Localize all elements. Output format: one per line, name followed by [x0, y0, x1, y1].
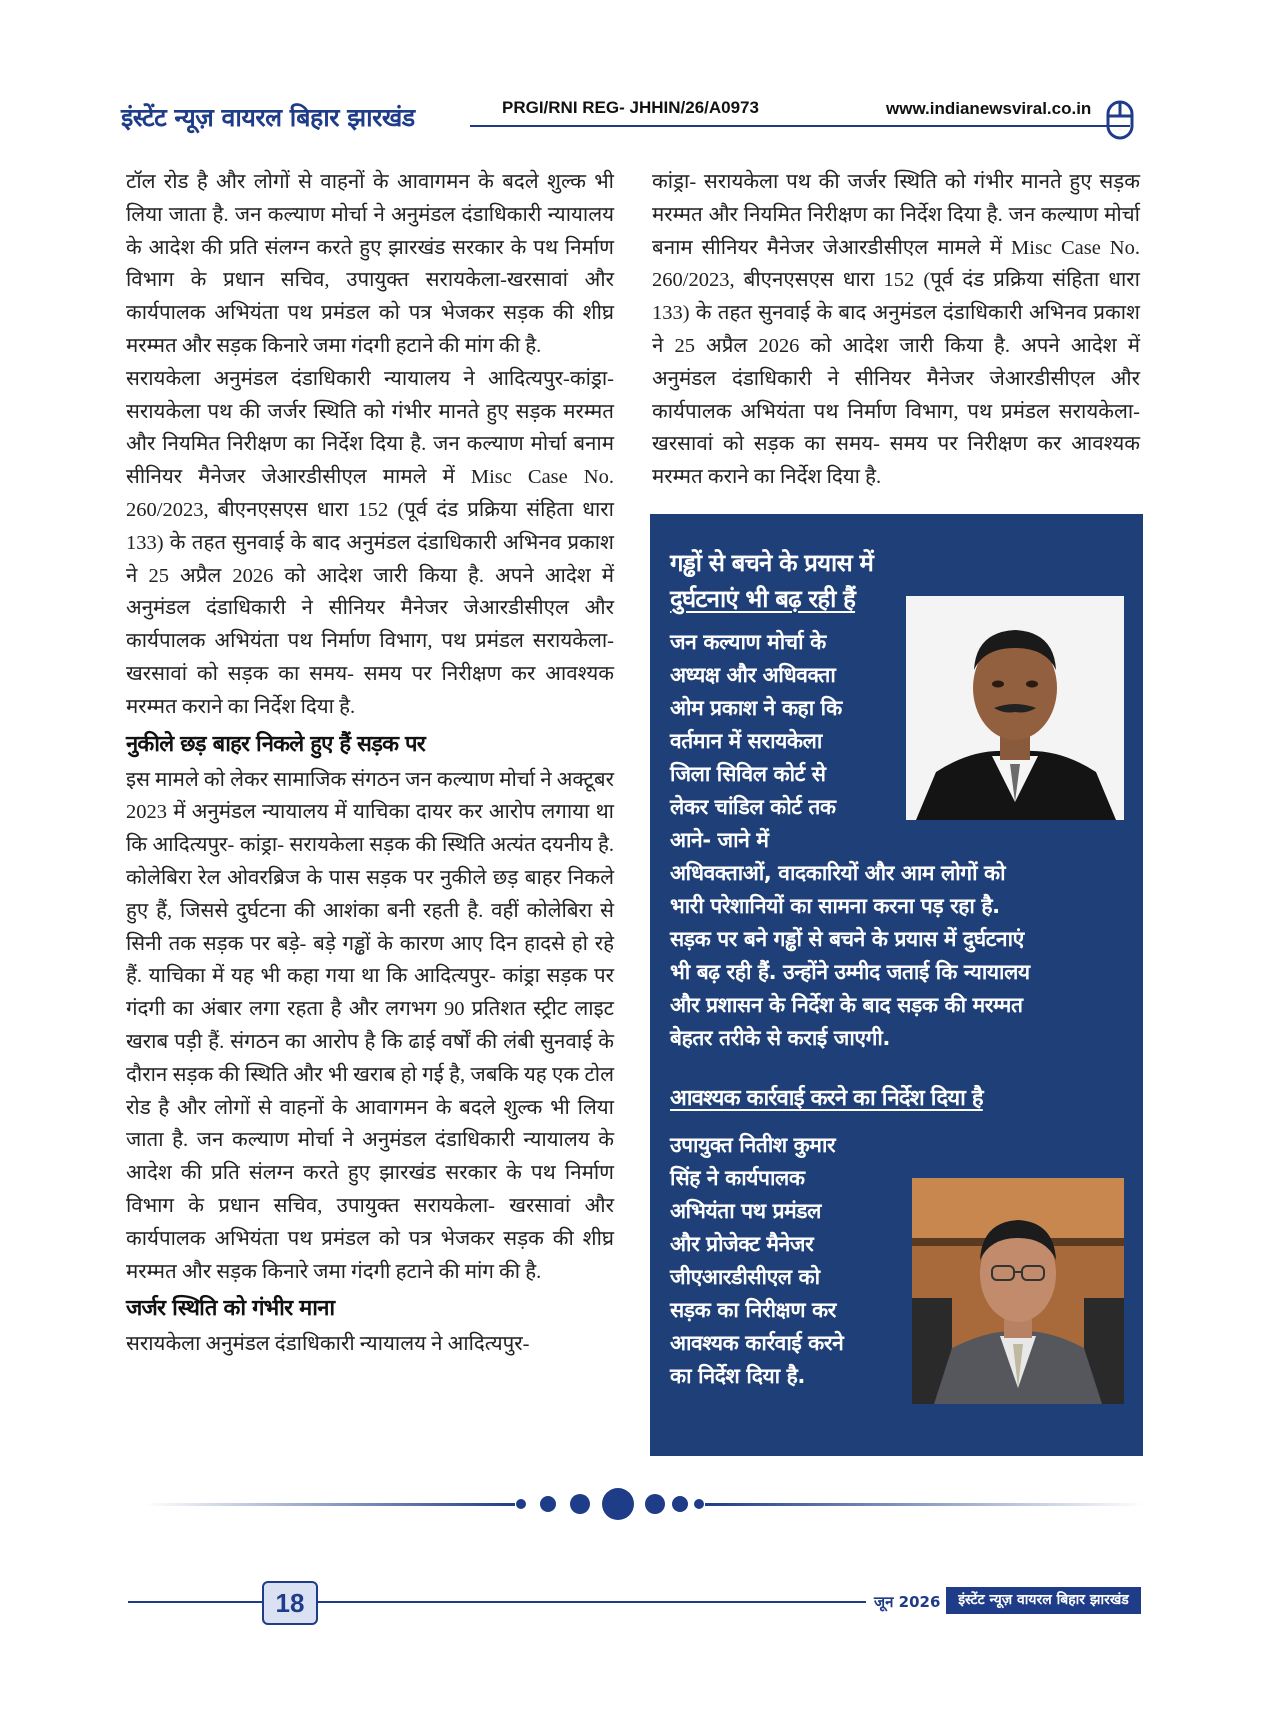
ornament-dot: [645, 1494, 665, 1514]
ornament-dot: [672, 1496, 688, 1512]
box-line: आवश्यक कार्रवाई करने: [670, 1331, 844, 1355]
box-line: वर्तमान में सरायकेला: [670, 729, 822, 753]
article-paragraph: कांड्रा- सरायकेला पथ की जर्जर स्थिति को गंभीर मानते हुए सड़क मरम्मत और नियमित निरीक्षण का निर्देश दिया है. जन कल्याण मोर्चा बनाम सीनियर मैनेजर जेआरडीसीएल मामले में Misc Case No. 260/2023, बीएनएसएस धारा 152 (पूर्व दंड प्रक्रिया संहिता धारा 133) के तहत सुनवाई के बाद अनुमंडल दंडाधिकारी अभिनव प्रकाश ने 25 अप्रैल 2026 को आदेश जारी किया है. अपने आदेश में अनुमंडल दंडाधिकारी ने सीनियर मैनेजर जेआरडीसीएल और कार्यपालक अभियंता पथ निर्माण विभाग, पथ प्रमंडल सरायकेला- खरसावां को सड़क का समय- समय पर निरीक्षण कर आवश्यक मरम्मत कराने का निर्देश दिया है.: [652, 171, 1140, 489]
subheading: नुकीले छड़ बाहर निकले हुए हैं सड़क पर: [126, 731, 425, 757]
footer-rule-middle: [318, 1601, 866, 1603]
article-paragraph: इस मामले को लेकर सामाजिक संगठन जन कल्याण मोर्चा ने अक्टूबर 2023 में अनुमंडल न्यायालय में याचिका दायर कर आरोप लगाया था कि आदित्यपुर- कांड्रा- सरायकेला सड़क की स्थिति अत्यंत दयनीय है. कोलेबिरा रेल ओवरब्रिज के पास सड़क पर नुकीले छड़ बाहर निकले हुए हैं, जिससे दुर्घटना की आशंका बनी रहती है. वहीं कोलेबिरा से सिनी तक सड़क पर बड़े- बड़े गड्ढों के कारण आए दिन हादसे हो रहे हैं. याचिका में यह भी कहा गया था कि आदित्यपुर- कांड्रा सड़क पर गंदगी का अंबार लगा रहता है और लगभग 90 प्रतिशत स्ट्रीट लाइट खराब पड़ी हैं. संगठन का आरोप है कि ढाई वर्षों की लंबी सुनवाई के दौरान सड़क की स्थिति और भी खराब हो गई है, जबकि यह एक टोल रोड है और लोगों से वाहनों के आवागमन के बदले शुल्क भी लिया जाता है. जन कल्याण मोर्चा ने अनुमंडल दंडाधिकारी न्यायालय के आदेश की प्रति संलग्न करते हुए झारखंड सरकार के पथ निर्माण विभाग के प्रधान सचिव, उपायुक्त सरायकेला- खरसावां और कार्यपालक अभियंता पथ प्रमंडल को पत्र भेजकर सड़क की शीघ्र मरम्मत और सड़क किनारे जमा गंदगी हटाने की मांग की है.: [126, 768, 614, 1283]
box-heading: दुर्घटनाएं भी बढ़ रही हैं: [670, 585, 856, 613]
box-line: जन कल्याण मोर्चा के: [670, 630, 826, 654]
website-url: www.indianewsviral.co.in: [886, 99, 1092, 118]
box-line: भारी परेशानियों का सामना करना पड़ रहा है.: [670, 894, 1000, 918]
subheading: जर्जर स्थिति को गंभीर माना: [126, 1296, 335, 1322]
ornament-dot: [570, 1494, 590, 1514]
highlight-box: [650, 514, 1143, 1456]
box-heading: आवश्यक कार्रवाई करने का निर्देश दिया है: [670, 1086, 983, 1111]
mouse-icon: [1100, 98, 1140, 144]
box-quote-wide: [670, 857, 1130, 1055]
article-paragraph: सरायकेला अनुमंडल दंडाधिकारी न्यायालय ने आदित्यपुर-कांड्रा- सरायकेला पथ की जर्जर स्थिति को गंभीर मानते हुए सड़क मरम्मत और नियमित निरीक्षण का निर्देश दिया है. जन कल्याण मोर्चा बनाम सीनियर मैनेजर जेआरडीसीएल मामले में Misc Case No. 260/2023, बीएनएसएस धारा 152 (पूर्व दंड प्रक्रिया संहिता धारा 133) के तहत सुनवाई के बाद अनुमंडल दंडाधिकारी अभिनव प्रकाश ने 25 अप्रैल 2026 को आदेश जारी किया है. अपने आदेश में अनुमंडल दंडाधिकारी ने सीनियर मैनेजर जेआरडीसीएल और कार्यपालक अभियंता पथ निर्माण विभाग, पथ प्रमंडल सरायकेला- खरसावां को सड़क का समय- समय पर निरीक्षण कर आवश्यक मरम्मत कराने का निर्देश दिया है.: [126, 367, 614, 718]
issue-month: जून 2026: [874, 1593, 941, 1611]
box-line: भी बढ़ रही हैं. उन्होंने उम्मीद जताई कि न्यायालय: [670, 960, 1030, 984]
footer-publication: इंस्टेंट न्यूज़ वायरल बिहार झारखंड: [946, 1587, 1141, 1614]
publication-title: इंस्टेंट न्यूज़ वायरल बिहार झारखंड: [121, 103, 415, 132]
box-line: आने- जाने में: [670, 828, 769, 852]
photo-om-prakash: [906, 596, 1124, 820]
box-line: सड़क का निरीक्षण कर: [670, 1298, 836, 1322]
left-column: [126, 166, 614, 1361]
box-statement: [670, 1129, 910, 1393]
photo-nitish-kumar-singh: [912, 1178, 1124, 1404]
ornament-dot: [602, 1488, 634, 1520]
box-line: और प्रशासन के निर्देश के बाद सड़क की मरम्मत: [670, 993, 1023, 1017]
footer-rule-left: [128, 1601, 262, 1603]
ornament-dot: [516, 1499, 526, 1509]
header-rule: [470, 125, 1130, 127]
box-quote-narrow: [670, 626, 902, 857]
box-line: जीएआरडीसीएल को: [670, 1265, 820, 1289]
right-column: [652, 166, 1140, 494]
box-line: ओम प्रकाश ने कहा कि: [670, 696, 842, 720]
article-paragraph: टॉल रोड है और लोगों से वाहनों के आवागमन के बदले शुल्क भी लिया जाता है. जन कल्याण मोर्चा ने अनुमंडल दंडाधिकारी न्यायालय के आदेश की प्रति संलग्न करते हुए झारखंड सरकार के पथ निर्माण विभाग के प्रधान सचिव, उपायुक्त सरायकेला-खरसावां और कार्यपालक अभियंता पथ प्रमंडल को पत्र भेजकर सड़क की शीघ्र मरम्मत और सड़क किनारे जमा गंदगी हटाने की मांग की है.: [126, 171, 614, 357]
box-line: अधिवक्ताओं, वादकारियों और आम लोगों को: [670, 861, 1006, 885]
box-line: और प्रोजेक्ट मैनेजर: [670, 1232, 814, 1256]
box-line: अध्यक्ष और अधिवक्ता: [670, 663, 836, 687]
ornament-line-left: [145, 1503, 515, 1506]
page-number: 18: [262, 1581, 318, 1625]
box-line: का निर्देश दिया है.: [670, 1364, 805, 1388]
ornament-line-right: [705, 1503, 1145, 1506]
box-line: बेहतर तरीके से कराई जाएगी.: [670, 1026, 891, 1050]
registration-number: PRGI/RNI REG- JHHIN/26/A0973: [502, 98, 759, 117]
ornament-dot: [540, 1496, 556, 1512]
box-heading: गड्ढों से बचने के प्रयास में: [670, 549, 874, 577]
box-line: सिंह ने कार्यपालक: [670, 1166, 805, 1190]
ornament-dot: [694, 1499, 704, 1509]
box-line: सड़क पर बने गड्ढों से बचने के प्रयास में दुर्घटनाएं: [670, 927, 1024, 951]
box-line: लेकर चांडिल कोर्ट तक: [670, 795, 836, 819]
article-paragraph: सरायकेला अनुमंडल दंडाधिकारी न्यायालय ने आदित्यपुर-: [126, 1333, 530, 1356]
box-line: अभियंता पथ प्रमंडल: [670, 1199, 821, 1223]
box-line: उपायुक्त नितीश कुमार: [670, 1133, 836, 1157]
box-line: जिला सिविल कोर्ट से: [670, 762, 826, 786]
